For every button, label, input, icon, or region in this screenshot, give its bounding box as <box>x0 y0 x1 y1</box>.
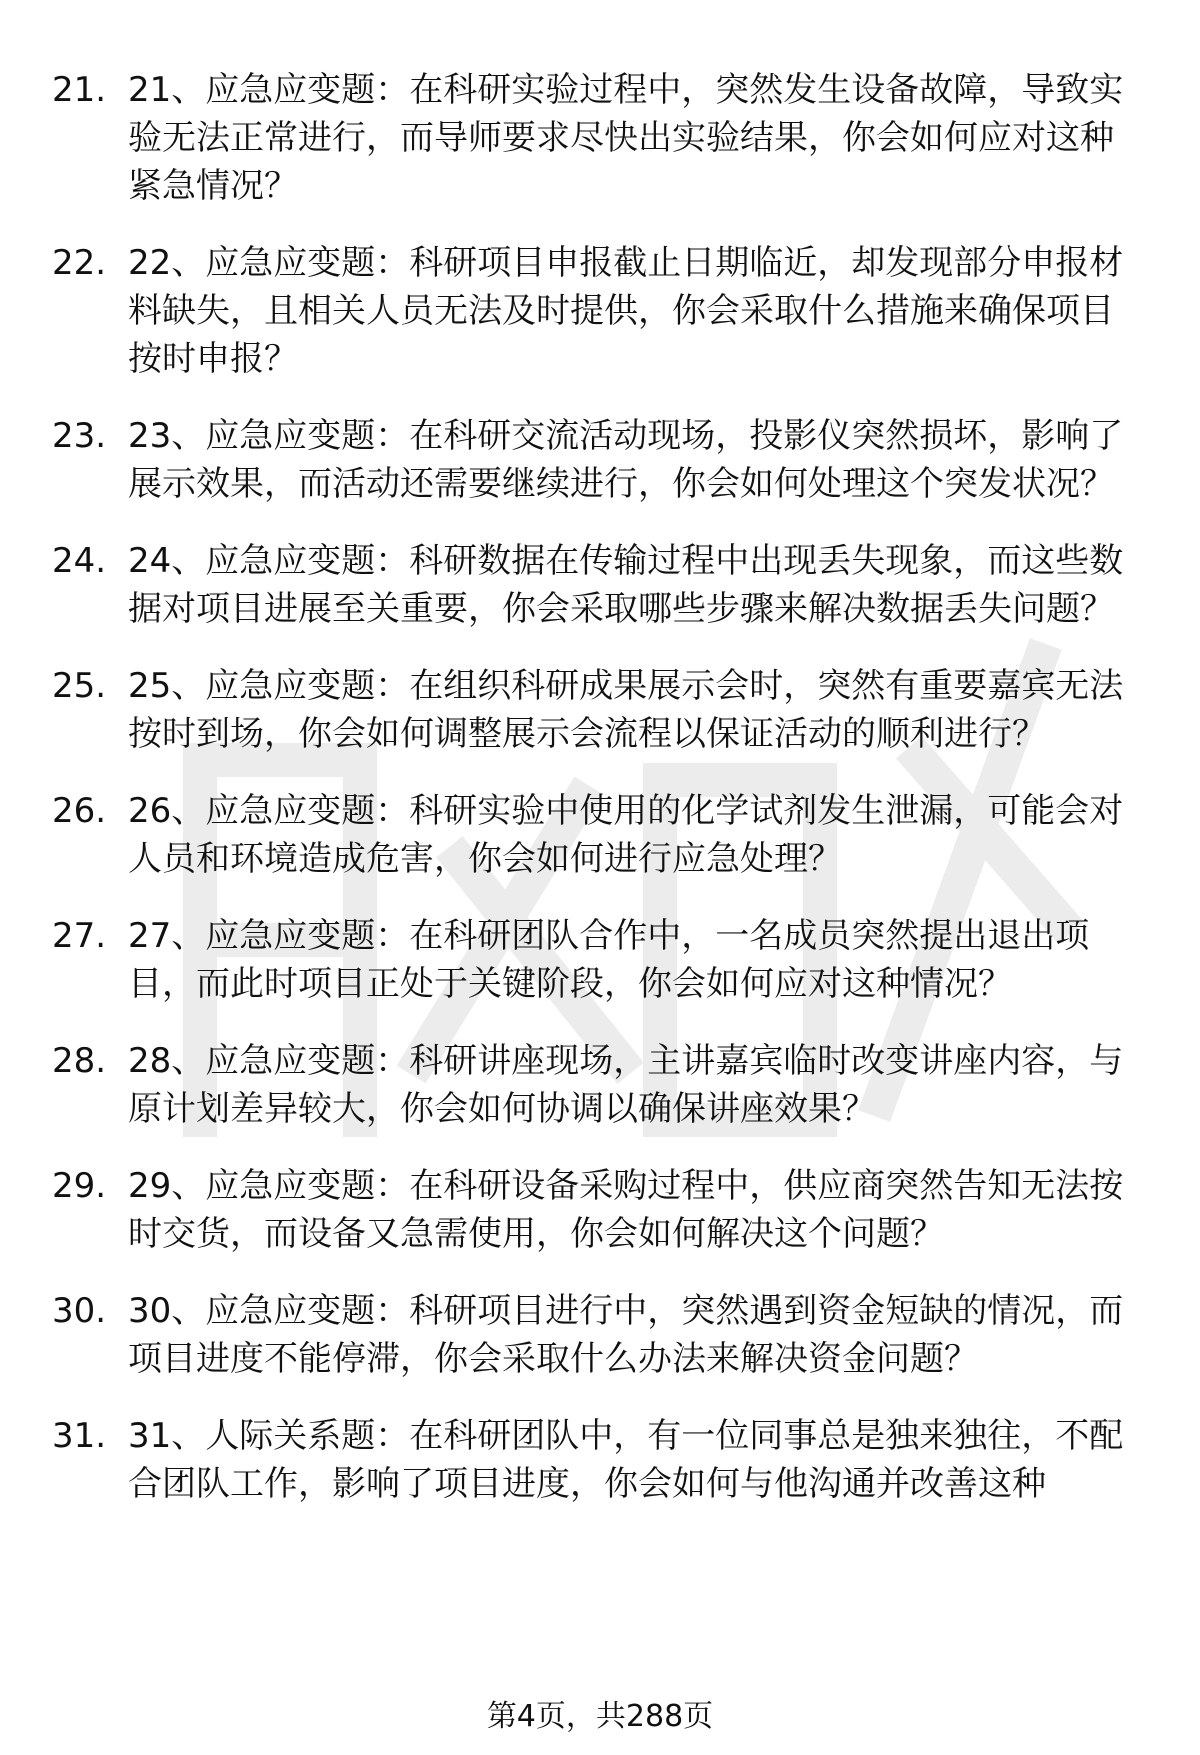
question-number: 24. <box>52 541 107 581</box>
question-text: 25、应急应变题：在组织科研成果展示会时，突然有重要嘉宾无法按时到场，你会如何调整展示会流程以保证活动的顺利进行？ <box>128 666 1124 754</box>
question-text: 22、应急应变题：科研项目申报截止日期临近，却发现部分申报材料缺失，且相关人员无法及时提供，你会采取什么措施来确保项目按时申报？ <box>128 243 1124 379</box>
question-text: 21、应急应变题：在科研实验过程中，突然发生设备故障，导致实验无法正常进行，而导师要求尽快出实验结果，你会如何应对这种紧急情况？ <box>128 70 1124 206</box>
question-text: 26、应急应变题：科研实验中使用的化学试剂发生泄漏，可能会对人员和环境造成危害，你会如何进行应急处理？ <box>128 791 1124 879</box>
question-list <box>0 66 1200 1537</box>
question-number: 30. <box>52 1291 107 1331</box>
question-text: 30、应急应变题：科研项目进行中，突然遇到资金短缺的情况，而项目进度不能停滞，你会采取什么办法来解决资金问题？ <box>128 1291 1124 1379</box>
question-text: 27、应急应变题：在科研团队合作中，一名成员突然提出退出项目，而此时项目正处于关键阶段，你会如何应对这种情况？ <box>128 916 1090 1004</box>
question-number: 21. <box>52 70 107 110</box>
question-number: 29. <box>52 1166 107 1206</box>
question-number: 31. <box>52 1416 107 1456</box>
question-item <box>0 537 1200 633</box>
question-text: 29、应急应变题：在科研设备采购过程中，供应商突然告知无法按时交货，而设备又急需使用，你会如何解决这个问题？ <box>128 1166 1124 1254</box>
question-number: 28. <box>52 1041 107 1081</box>
question-number: 25. <box>52 666 107 706</box>
question-text: 24、应急应变题：科研数据在传输过程中出现丢失现象，而这些数据对项目进展至关重要，你会采取哪些步骤来解决数据丢失问题？ <box>128 541 1124 629</box>
question-item <box>0 66 1200 210</box>
question-text: 28、应急应变题：科研讲座现场，主讲嘉宾临时改变讲座内容，与原计划差异较大，你会如何协调以确保讲座效果？ <box>128 1041 1124 1129</box>
question-item <box>0 1412 1200 1508</box>
question-number: 27. <box>52 916 107 956</box>
question-item <box>0 1287 1200 1383</box>
question-number: 22. <box>52 243 107 283</box>
question-text: 23、应急应变题：在科研交流活动现场，投影仪突然损坏，影响了展示效果，而活动还需要继续进行，你会如何处理这个突发状况？ <box>128 416 1124 504</box>
question-item <box>0 412 1200 508</box>
question-item <box>0 239 1200 383</box>
question-item <box>0 1037 1200 1133</box>
question-item <box>0 912 1200 1008</box>
question-item <box>0 787 1200 883</box>
question-item <box>0 1162 1200 1258</box>
question-number: 23. <box>52 416 107 456</box>
question-text: 31、人际关系题：在科研团队中，有一位同事总是独来独往，不配合团队工作，影响了项目进度，你会如何与他沟通并改善这种 <box>128 1416 1124 1504</box>
question-item <box>0 662 1200 758</box>
page-indicator: 第4页，共288页 <box>486 1699 714 1734</box>
question-number: 26. <box>52 791 107 831</box>
